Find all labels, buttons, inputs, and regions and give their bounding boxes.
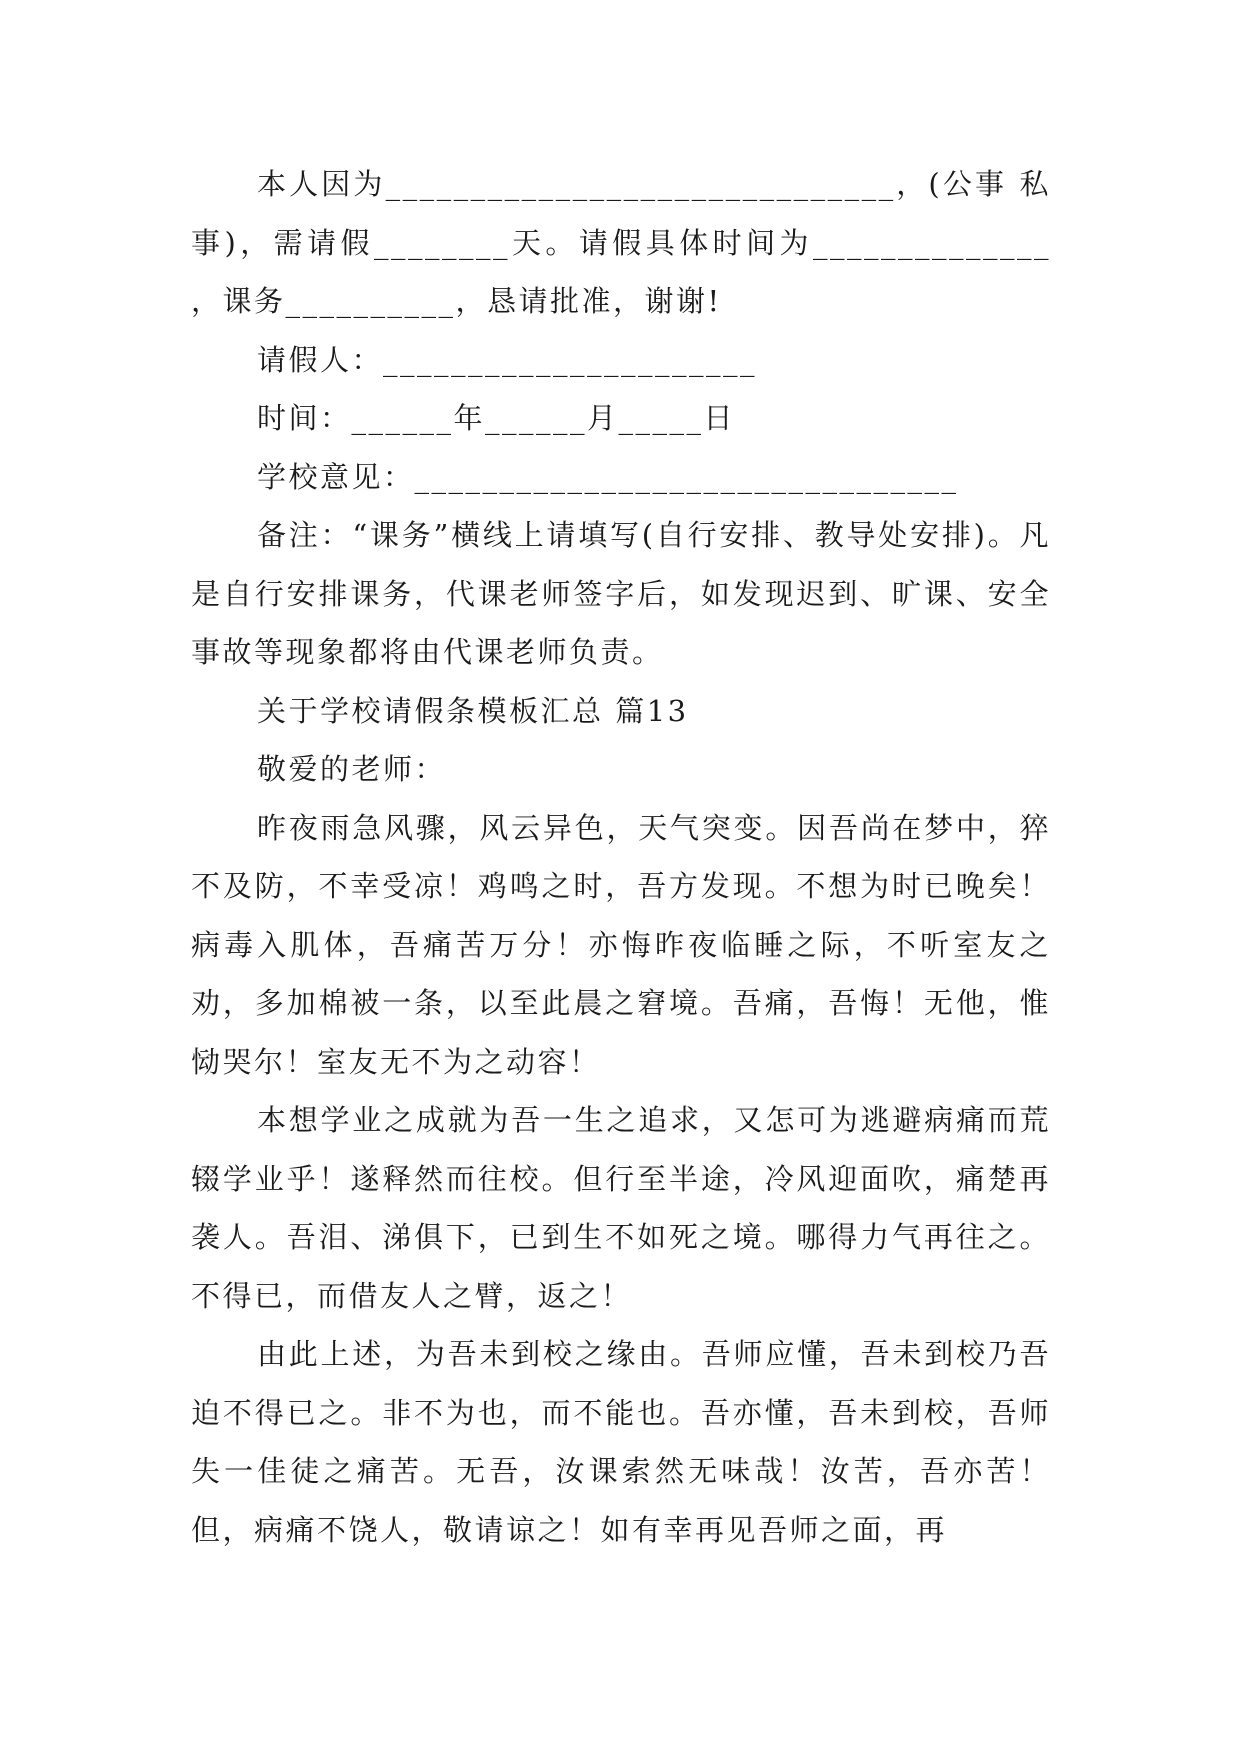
body-paragraph-3: 由此上述，为吾未到校之缘由。吾师应懂，吾未到校乃吾迫不得已之。非不为也，而不能也。吾亦懂，吾未到校，吾师失一佳徒之痛苦。无吾，汝课索然无味哉！汝苦，吾亦苦！但，病痛不饶人，敬请谅之！如有幸再见吾师之面，再 [191, 1337, 1051, 1547]
salutation: 敬爱的老师： [257, 752, 447, 786]
document-page [191, 155, 1051, 1559]
leave-request-paragraph: 本人因为______________________________，(公事 私事)，需请假________天。请假具体时间为______________ ，课务__________，恳请批准，谢谢! [191, 167, 1051, 318]
date-line: 时间：______年______月_____日 [257, 401, 736, 435]
body-paragraph-2: 本想学业之成就为吾一生之追求，又怎可为逃避病痛而荒辍学业乎！遂释然而往校。但行至半途，冷风迎面吹，痛楚再袭人。吾泪、涕俱下，已到生不如死之境。哪得力气再往之。不得已，而借友人之臂，返之！ [191, 1103, 1051, 1313]
section-title: 关于学校请假条模板汇总 篇13 [257, 693, 689, 728]
applicant-line: 请假人：______________________ [257, 342, 758, 377]
body-paragraph-1: 昨夜雨急风骤，风云异色，天气突变。因吾尚在梦中，猝不及防，不幸受凉！鸡鸣之时，吾方发现。不想为时已晚矣！病毒入肌体，吾痛苦万分！亦悔昨夜临睡之际，不听室友之劝，多加棉被一条，以至此晨之窘境。吾痛，吾悔！无他，惟恸哭尔！室友无不为之动容！ [191, 810, 1051, 1079]
remarks-paragraph: 备注：“课务”横线上请填写(自行安排、教导处安排)。凡是自行安排课务，代课老师签字后，如发现迟到、旷课、安全事故等现象都将由代课老师负责。 [191, 518, 1051, 669]
school-opinion-line: 学校意见：________________________________ [257, 459, 959, 494]
